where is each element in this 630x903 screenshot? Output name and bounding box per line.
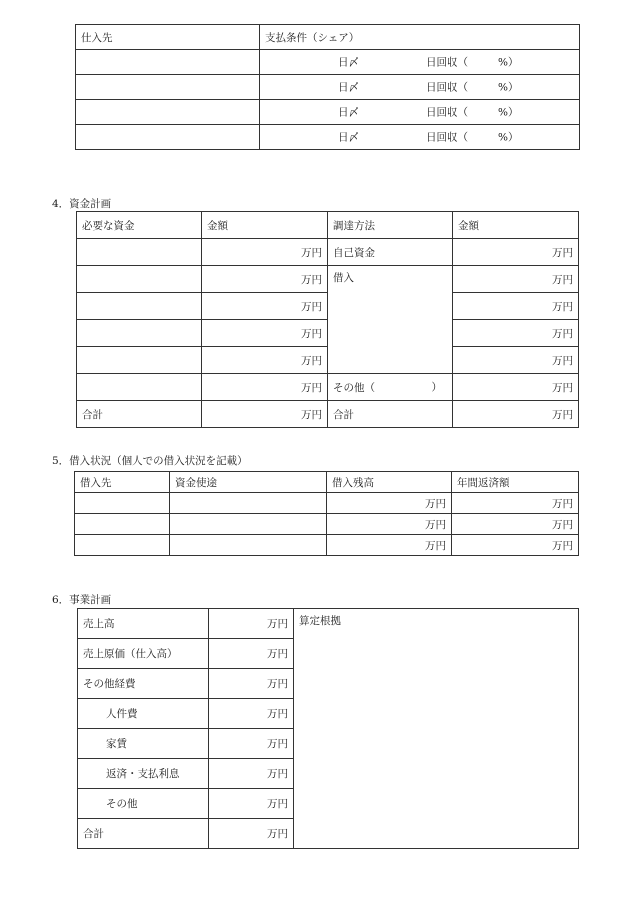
- share-percent-label: %）: [498, 131, 519, 144]
- lender-header: 借入先: [75, 472, 170, 493]
- annual-repayment-cell[interactable]: 万円: [452, 535, 579, 556]
- other-label: その他: [78, 789, 209, 819]
- share-percent-label: %）: [498, 56, 519, 69]
- collection-day-label: 日回収（: [426, 106, 468, 119]
- supplier-cell[interactable]: [76, 50, 260, 75]
- supplier-cell[interactable]: [76, 100, 260, 125]
- required-fund-amount[interactable]: 万円: [202, 293, 328, 320]
- procurement-total-amount[interactable]: 万円: [453, 401, 579, 428]
- annual-repayment-cell[interactable]: 万円: [452, 493, 579, 514]
- total-label: 合計: [328, 401, 453, 428]
- lender-cell[interactable]: [75, 514, 170, 535]
- borrowing-status-table: [74, 471, 579, 556]
- required-fund-amount[interactable]: 万円: [202, 374, 328, 401]
- closing-day-label: 日〆: [338, 131, 359, 144]
- fund-use-cell[interactable]: [170, 535, 327, 556]
- calculation-basis-label: 算定根拠: [299, 615, 341, 627]
- sales-amount[interactable]: 万円: [209, 609, 294, 639]
- share-percent-label: %）: [498, 106, 519, 119]
- borrowing-amount[interactable]: 万円: [453, 266, 579, 293]
- supplier-payment-table: [75, 24, 580, 150]
- annual-repayment-cell[interactable]: 万円: [452, 514, 579, 535]
- other-method-cell[interactable]: [328, 374, 453, 401]
- repayment-interest-amount[interactable]: 万円: [209, 759, 294, 789]
- required-total-amount[interactable]: 万円: [202, 401, 328, 428]
- business-plan-table: [77, 608, 579, 849]
- borrowing-amount[interactable]: 万円: [453, 320, 579, 347]
- own-funds-amount[interactable]: 万円: [453, 239, 579, 266]
- funding-plan-table: [76, 211, 579, 428]
- amount-header: 金額: [202, 212, 328, 239]
- required-fund-amount[interactable]: 万円: [202, 320, 328, 347]
- repayment-interest-label: 返済・支払利息: [78, 759, 209, 789]
- personnel-cost-label: 人件費: [78, 699, 209, 729]
- other-method-label: その他（: [333, 381, 375, 394]
- required-fund-amount[interactable]: 万円: [202, 266, 328, 293]
- total-label: 合計: [77, 401, 202, 428]
- supplier-cell[interactable]: [76, 75, 260, 100]
- supplier-cell[interactable]: [76, 125, 260, 150]
- required-fund-item[interactable]: [77, 347, 202, 374]
- funding-plan-title: 4．資金計画: [52, 198, 112, 210]
- closing-day-label: 日〆: [338, 81, 359, 94]
- share-percent-label: %）: [498, 81, 519, 94]
- required-fund-item[interactable]: [77, 374, 202, 401]
- total-label: 合計: [78, 819, 209, 849]
- required-funds-header: 必要な資金: [77, 212, 202, 239]
- other-expenses-label: その他経費: [78, 669, 209, 699]
- amount-header: 金額: [453, 212, 579, 239]
- business-plan-title: 6．事業計画: [52, 594, 112, 606]
- personnel-cost-amount[interactable]: 万円: [209, 699, 294, 729]
- required-fund-amount[interactable]: 万円: [202, 347, 328, 374]
- payment-terms-cell[interactable]: [260, 50, 580, 75]
- borrowing-amount[interactable]: 万円: [453, 347, 579, 374]
- required-fund-item[interactable]: [77, 266, 202, 293]
- balance-cell[interactable]: 万円: [327, 493, 452, 514]
- required-fund-item[interactable]: [77, 239, 202, 266]
- closing-day-label: 日〆: [338, 106, 359, 119]
- total-amount[interactable]: 万円: [209, 819, 294, 849]
- cost-of-sales-amount[interactable]: 万円: [209, 639, 294, 669]
- rent-label: 家賃: [78, 729, 209, 759]
- fund-use-cell[interactable]: [170, 514, 327, 535]
- other-amount[interactable]: 万円: [209, 789, 294, 819]
- supplier-header: 仕入先: [76, 25, 260, 50]
- fund-use-header: 資金使途: [170, 472, 327, 493]
- balance-cell[interactable]: 万円: [327, 514, 452, 535]
- borrowing-status-title: 5．借入状況（個人での借入状況を記載）: [52, 455, 248, 467]
- rent-amount[interactable]: 万円: [209, 729, 294, 759]
- payment-terms-cell[interactable]: [260, 100, 580, 125]
- fund-use-cell[interactable]: [170, 493, 327, 514]
- annual-repayment-header: 年間返済額: [452, 472, 579, 493]
- lender-cell[interactable]: [75, 535, 170, 556]
- required-fund-item[interactable]: [77, 293, 202, 320]
- payment-terms-header: 支払条件（シェア）: [260, 25, 580, 50]
- closing-day-label: 日〆: [338, 56, 359, 69]
- required-fund-amount[interactable]: 万円: [202, 239, 328, 266]
- borrowing-amount[interactable]: 万円: [453, 293, 579, 320]
- own-funds-label: 自己資金: [328, 239, 453, 266]
- balance-header: 借入残高: [327, 472, 452, 493]
- payment-terms-cell[interactable]: [260, 125, 580, 150]
- payment-terms-cell[interactable]: [260, 75, 580, 100]
- required-fund-item[interactable]: [77, 320, 202, 347]
- collection-day-label: 日回収（: [426, 81, 468, 94]
- collection-day-label: 日回収（: [426, 131, 468, 144]
- calculation-basis-cell[interactable]: [294, 609, 579, 849]
- balance-cell[interactable]: 万円: [327, 535, 452, 556]
- cost-of-sales-label: 売上原価（仕入高）: [78, 639, 209, 669]
- sales-label: 売上高: [78, 609, 209, 639]
- lender-cell[interactable]: [75, 493, 170, 514]
- borrowing-label: 借入: [328, 266, 453, 374]
- other-method-amount[interactable]: 万円: [453, 374, 579, 401]
- other-method-close: ）: [431, 381, 442, 394]
- other-expenses-amount[interactable]: 万円: [209, 669, 294, 699]
- collection-day-label: 日回収（: [426, 56, 468, 69]
- procurement-method-header: 調達方法: [328, 212, 453, 239]
